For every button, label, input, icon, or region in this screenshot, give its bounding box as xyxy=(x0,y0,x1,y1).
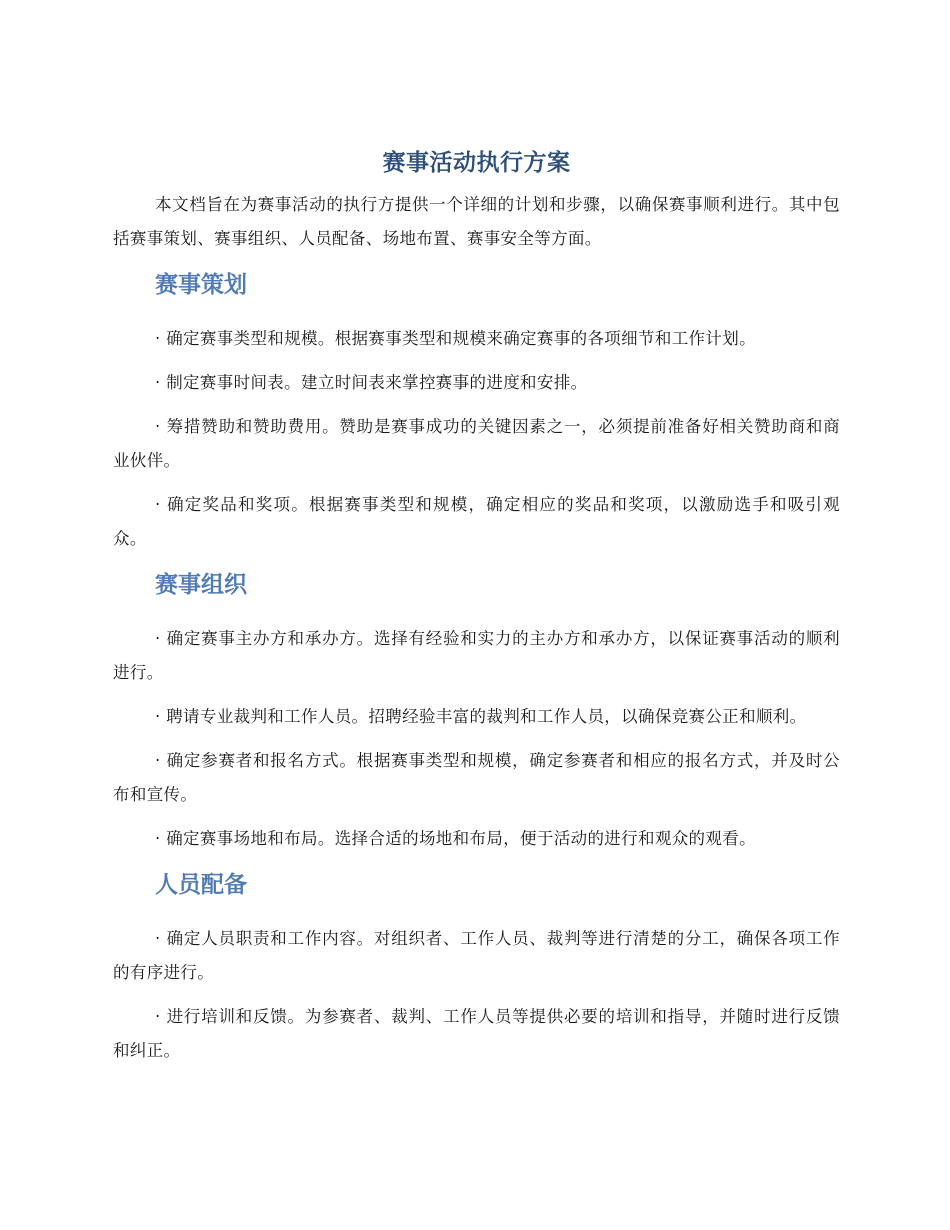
document-page xyxy=(113,146,840,1078)
bullet-item: · 制定赛事时间表。建立时间表来掌控赛事的进度和安排。 xyxy=(155,373,588,392)
bullet-item: · 确定赛事主办方和承办方。选择有经验和实力的主办方和承办方，以保证赛事活动的顺利进行。 xyxy=(113,629,840,682)
document-title: 赛事活动执行方案 xyxy=(382,150,571,176)
bullet-item: · 进行培训和反馈。为参赛者、裁判、工作人员等提供必要的培训和指导，并随时进行反馈和纠正。 xyxy=(113,1007,840,1060)
section-planning xyxy=(113,268,840,556)
bullet-item: · 确定人员职责和工作内容。对组织者、工作人员、裁判等进行清楚的分工，确保各项工作的有序进行。 xyxy=(113,929,840,982)
intro-paragraph: 本文档旨在为赛事活动的执行方提供一个详细的计划和步骤，以确保赛事顺利进行。其中包括赛事策划、赛事组织、人员配备、场地布置、赛事安全等方面。 xyxy=(113,195,840,248)
section-heading: 赛事策划 xyxy=(155,272,247,298)
section-organization xyxy=(113,568,840,856)
bullet-item: · 聘请专业裁判和工作人员。招聘经验丰富的裁判和工作人员，以确保竞赛公正和顺利。 xyxy=(155,707,807,726)
bullet-item: · 确定赛事类型和规模。根据赛事类型和规模来确定赛事的各项细节和工作计划。 xyxy=(155,329,756,348)
section-staffing xyxy=(113,868,840,1068)
bullet-item: · 确定参赛者和报名方式。根据赛事类型和规模，确定参赛者和相应的报名方式，并及时公布和宣传。 xyxy=(113,751,840,804)
bullet-item: · 确定奖品和奖项。根据赛事类型和规模，确定相应的奖品和奖项，以激励选手和吸引观众。 xyxy=(113,495,840,548)
section-heading: 赛事组织 xyxy=(155,572,247,598)
section-heading: 人员配备 xyxy=(155,872,247,898)
bullet-item: · 筹措赞助和赞助费用。赞助是赛事成功的关键因素之一，必须提前准备好相关赞助商和商业伙伴。 xyxy=(113,417,840,470)
bullet-item: · 确定赛事场地和布局。选择合适的场地和布局，便于活动的进行和观众的观看。 xyxy=(155,829,756,848)
